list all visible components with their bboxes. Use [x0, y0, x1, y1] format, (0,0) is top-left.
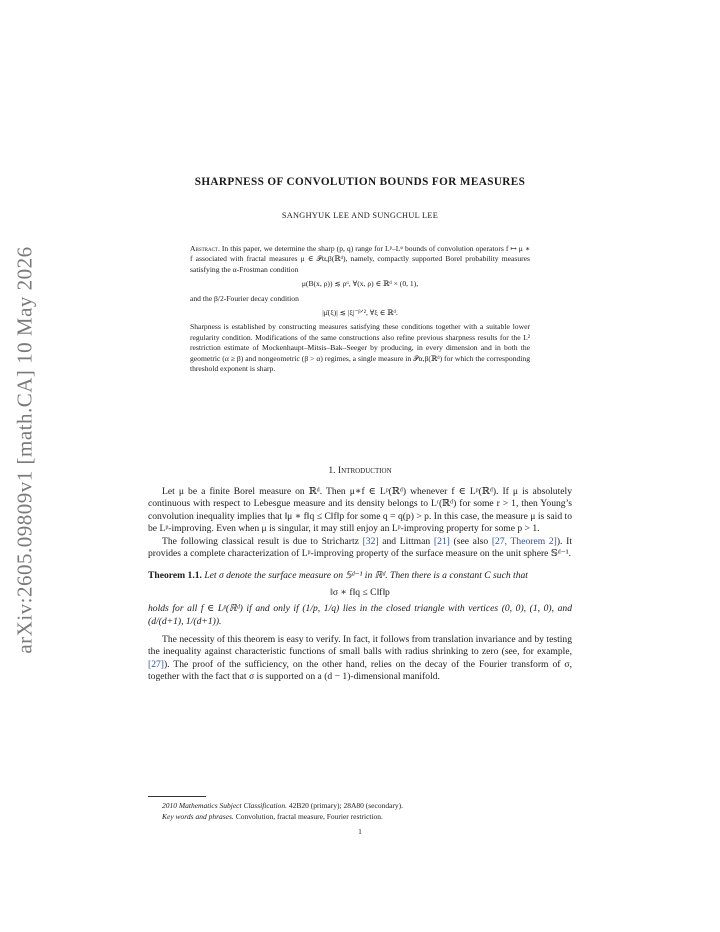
msc-label: 2010 Mathematics Subject Classification. [162, 801, 287, 810]
theorem-1-1 [148, 570, 572, 582]
footnote-keywords [162, 812, 572, 823]
paragraph-2-text-a: The following classical result is due to Strichartz [162, 535, 363, 547]
abstract-text-1: In this paper, we determine the sharp (p, q) range for Lᵖ–Lᵠ bounds of convolution operators f ↦ μ ∗ f associated with fractal measures μ ∈ 𝒫α,β(ℝᵈ), namely, compactly supported Borel probability measures satisfying the α-Frostman condition [190, 244, 530, 274]
paragraph-2-text-d: ). It provides a complete characterization of Lᵖ-improving property of the surface measure on the unit sphere 𝕊ᵈ⁻¹. [148, 535, 573, 560]
paper-title: SHARPNESS OF CONVOLUTION BOUNDS FOR MEASURES [194, 176, 526, 188]
paragraph-2 [148, 536, 572, 561]
footnote-msc [162, 801, 572, 812]
abstract-text-3: Sharpness is established by constructing measures satisfying these conditions together with a suitable lower regularity condition. Modifications of the same constructions also refine previous sharpness results for the L² restriction estimate of Mockenhaupt–Mitsis–Bak–Seeger by producing, in every dimension and in both the geometric (α ≥ β) and nongeometric (β > α) regimes, a single measure in 𝒫α,β(ℝᵈ) for which the corresponding threshold exponent is sharp. [190, 322, 530, 374]
paragraph-2-text-b: and Littman [378, 535, 434, 547]
theorem-conclusion [148, 603, 572, 628]
theorem-label: Theorem 1.1. [148, 570, 202, 582]
arxiv-sidebar [10, 240, 40, 660]
citation-32[interactable]: [32] [362, 535, 379, 547]
abstract-equation-1: μ(B(x, ρ)) ≲ ρᵅ, ∀(x, ρ) ∈ ℝᵈ × (0, 1), [301, 279, 419, 289]
paragraph-2-text-c: (see also [449, 535, 492, 547]
theorem-equation: ‖σ ∗ f‖q ≤ C‖f‖p [330, 586, 390, 598]
keywords-label: Key words and phrases. [162, 811, 234, 821]
msc-value: 42B20 (primary); 28A80 (secondary). [287, 801, 404, 810]
paper-authors: SANGHYUK LEE AND SUNGCHUL LEE [281, 211, 439, 220]
theorem-conclusion-text: holds for all f ∈ Lᵖ(ℝᵈ) if and only if (1/p, 1/q) lies in the closed triangle with vertices (0, 0), (1, 0), and (d/(d+1), 1/(d+1)). [148, 603, 572, 627]
abstract-text-2: and the β/2-Fourier decay condition [190, 293, 299, 303]
abstract-label: Abstract. [190, 244, 220, 253]
section-heading: 1. Introduction [328, 465, 392, 476]
arxiv-id: arXiv:2605.09809v1 [math.CA] 10 May 2026 [12, 246, 37, 654]
citation-27[interactable]: [27] [148, 658, 164, 670]
paragraph-3-text-a: The necessity of this theorem is easy to verify. In fact, it follows from translation invariance and by testing the inequality against characteristic functions of small balls with radius shrinking to zero (see, for example, [148, 634, 572, 658]
footnotes [162, 801, 572, 822]
page-number: 1 [358, 827, 362, 836]
paragraph-1: Let μ be a finite Borel measure on ℝᵈ. Then μ∗f ∈ Lᵖ(ℝᵈ) whenever f ∈ Lᵖ(ℝᵈ). If μ is absolutely continuous with respect to Lebesgue measure and its density belongs to Lʳ(ℝᵈ) for some r > 1, then Young’s convolution inequality implies that ‖μ ∗ f‖q ≤ C‖f‖p for some q = q(p) > p. In this case, the measure μ is said to be Lᵖ-improving. Even when μ is singular, it may still enjoy an Lᵖ-improving property for some p > 1. [148, 486, 572, 535]
keywords-value: Convolution, fractal measure, Fourier restriction. [233, 811, 383, 821]
footnote-rule [148, 796, 206, 797]
citation-21[interactable]: [21] [433, 535, 450, 547]
paragraph-3-text-b: ). The proof of the sufficiency, on the other hand, relies on the decay of the Fourier transform of σ, together with the fact that σ is supported on a (d − 1)-dimensional manifold. [148, 658, 572, 683]
abstract [190, 244, 530, 374]
abstract-equation-2: |μ̂(ξ)| ≲ |ξ|⁻ᵝᐟ², ∀ξ ∈ ℝᵈ. [322, 308, 398, 318]
body-text [148, 486, 572, 684]
citation-27-theorem-2[interactable]: [27, Theorem 2] [491, 535, 557, 547]
paragraph-3 [148, 634, 572, 684]
theorem-statement: Let σ denote the surface measure on 𝕊ᵈ⁻¹ in ℝᵈ. Then there is a constant C such that [204, 570, 528, 582]
